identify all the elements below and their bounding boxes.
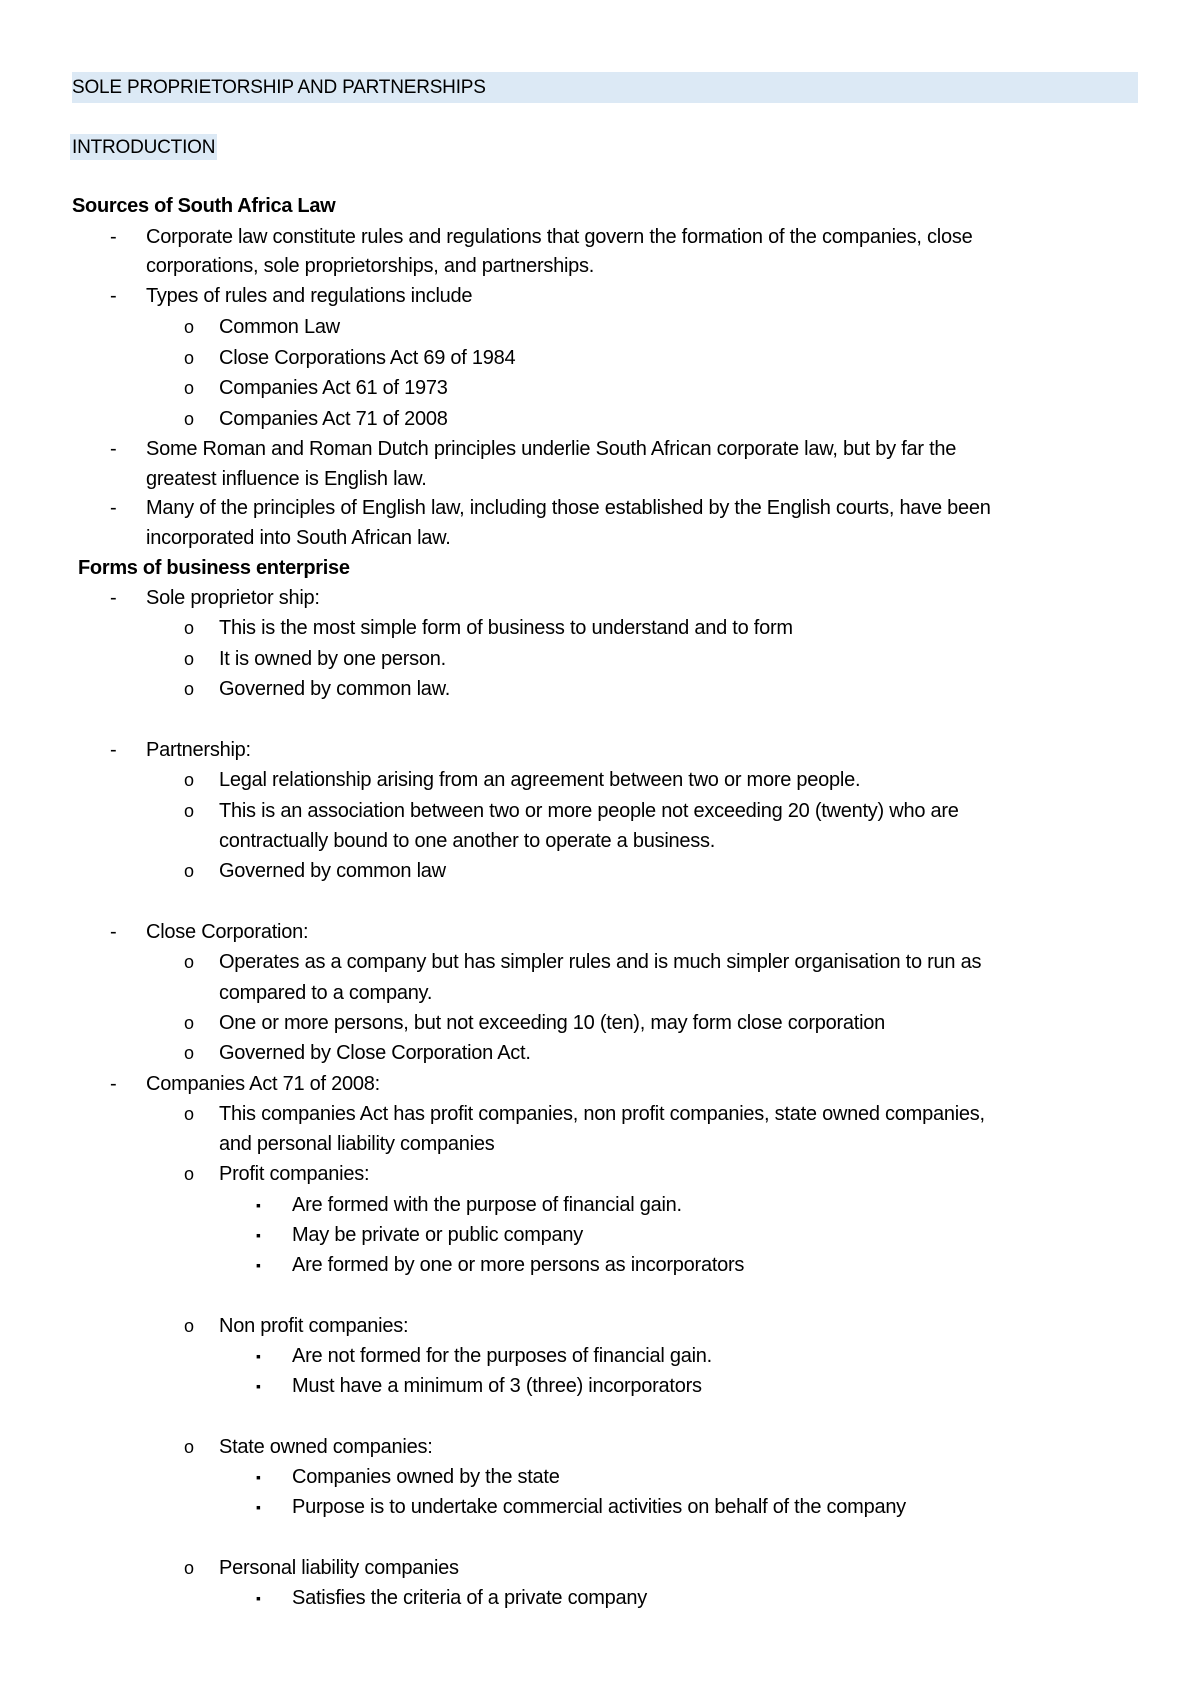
square-marker: ▪: [256, 1469, 261, 1485]
state-item: Companies owned by the state: [292, 1466, 560, 1488]
circle-marker: o: [184, 1104, 195, 1124]
circle-marker: o: [184, 1316, 195, 1336]
circle-marker: o: [184, 409, 195, 429]
personal-item: Satisfies the criteria of a private company: [292, 1587, 647, 1609]
sources-sub-item: Companies Act 71 of 2008: [219, 408, 448, 430]
dash-marker: -: [110, 921, 117, 943]
companies-act-label: Companies Act 71 of 2008:: [146, 1073, 380, 1095]
partnership-point-3: Governed by common law: [219, 860, 446, 882]
circle-marker: o: [184, 1558, 195, 1578]
nonprofit-item: Must have a minimum of 3 (three) incorporators: [292, 1375, 702, 1397]
sources-item-3-cont: greatest influence is English law.: [146, 468, 427, 490]
intro-heading: [72, 136, 217, 160]
square-marker: ▪: [256, 1378, 261, 1394]
dash-marker: -: [110, 226, 117, 248]
partnership-point-2-cont: contractually bound to one another to operate a business.: [219, 830, 716, 852]
dash-marker: -: [110, 1073, 117, 1095]
square-marker: ▪: [256, 1590, 261, 1606]
circle-marker: o: [184, 679, 195, 699]
profit-item: May be private or public company: [292, 1224, 584, 1246]
sources-heading: Sources of South Africa Law: [72, 195, 336, 217]
circle-marker: o: [184, 1043, 195, 1063]
dash-marker: -: [110, 497, 117, 519]
dash-marker: -: [110, 438, 117, 460]
partnership-point-1: Legal relationship arising from an agreement between two or more people.: [219, 769, 861, 791]
partnership-point-2: This is an association between two or more people not exceeding 20 (twenty) who are: [219, 800, 959, 822]
forms-heading: Forms of business enterprise: [78, 557, 350, 579]
document-title: SOLE PROPRIETORSHIP AND PARTNERSHIPS: [72, 77, 486, 98]
state-owned-label: State owned companies:: [219, 1436, 433, 1458]
dash-marker: -: [110, 739, 117, 761]
sources-sub-item: Close Corporations Act 69 of 1984: [219, 347, 516, 369]
sources-item-4-cont: incorporated into South African law.: [146, 527, 451, 549]
square-marker: ▪: [256, 1197, 261, 1213]
cc-point-2: One or more persons, but not exceeding 10 (ten), may form close corporation: [219, 1012, 886, 1034]
nonprofit-companies-label: Non profit companies:: [219, 1315, 409, 1337]
dash-marker: -: [110, 285, 117, 307]
square-marker: ▪: [256, 1499, 261, 1515]
intro-heading-text: INTRODUCTION: [70, 134, 217, 160]
profit-companies-label: Profit companies:: [219, 1163, 370, 1185]
circle-marker: o: [184, 1013, 195, 1033]
sources-item-2: Types of rules and regulations include: [146, 285, 473, 307]
profit-item: Are formed by one or more persons as incorporators: [292, 1254, 745, 1276]
sole-point: This is the most simple form of business to understand and to form: [219, 617, 793, 639]
circle-marker: o: [184, 1164, 195, 1184]
cc-point-1: Operates as a company but has simpler rules and is much simpler organisation to run as: [219, 951, 982, 973]
circle-marker: o: [184, 770, 195, 790]
sole-point: It is owned by one person.: [219, 648, 446, 670]
sources-item-4: Many of the principles of English law, including those established by the English courts, have been: [146, 497, 991, 519]
companies-point-1: This companies Act has profit companies, non profit companies, state owned companies,: [219, 1103, 985, 1125]
cc-point-1-cont: compared to a company.: [219, 982, 433, 1004]
cc-point-3: Governed by Close Corporation Act.: [219, 1042, 531, 1064]
circle-marker: o: [184, 801, 195, 821]
circle-marker: o: [184, 348, 195, 368]
personal-liability-label: Personal liability companies: [219, 1557, 459, 1579]
companies-point-1-cont: and personal liability companies: [219, 1133, 495, 1155]
circle-marker: o: [184, 649, 195, 669]
sole-proprietorship-label: Sole proprietor ship:: [146, 587, 320, 609]
sources-item-1-cont: corporations, sole proprietorships, and partnerships.: [146, 255, 595, 277]
close-corporation-label: Close Corporation:: [146, 921, 309, 943]
nonprofit-item: Are not formed for the purposes of financial gain.: [292, 1345, 712, 1367]
square-marker: ▪: [256, 1257, 261, 1273]
dash-marker: -: [110, 587, 117, 609]
circle-marker: o: [184, 952, 195, 972]
square-marker: ▪: [256, 1348, 261, 1364]
partnership-label: Partnership:: [146, 739, 251, 761]
circle-marker: o: [184, 618, 195, 638]
sources-item-3: Some Roman and Roman Dutch principles underlie South African corporate law, but by far the: [146, 438, 957, 460]
square-marker: ▪: [256, 1227, 261, 1243]
state-item: Purpose is to undertake commercial activities on behalf of the company: [292, 1496, 906, 1518]
circle-marker: o: [184, 1437, 195, 1457]
sources-sub-item: Common Law: [219, 316, 340, 338]
sources-sub-item: Companies Act 61 of 1973: [219, 377, 448, 399]
sources-item-1: Corporate law constitute rules and regulations that govern the formation of the companies, close: [146, 226, 973, 248]
profit-item: Are formed with the purpose of financial gain.: [292, 1194, 682, 1216]
circle-marker: o: [184, 317, 195, 337]
sole-point: Governed by common law.: [219, 678, 451, 700]
circle-marker: o: [184, 861, 195, 881]
circle-marker: o: [184, 378, 195, 398]
